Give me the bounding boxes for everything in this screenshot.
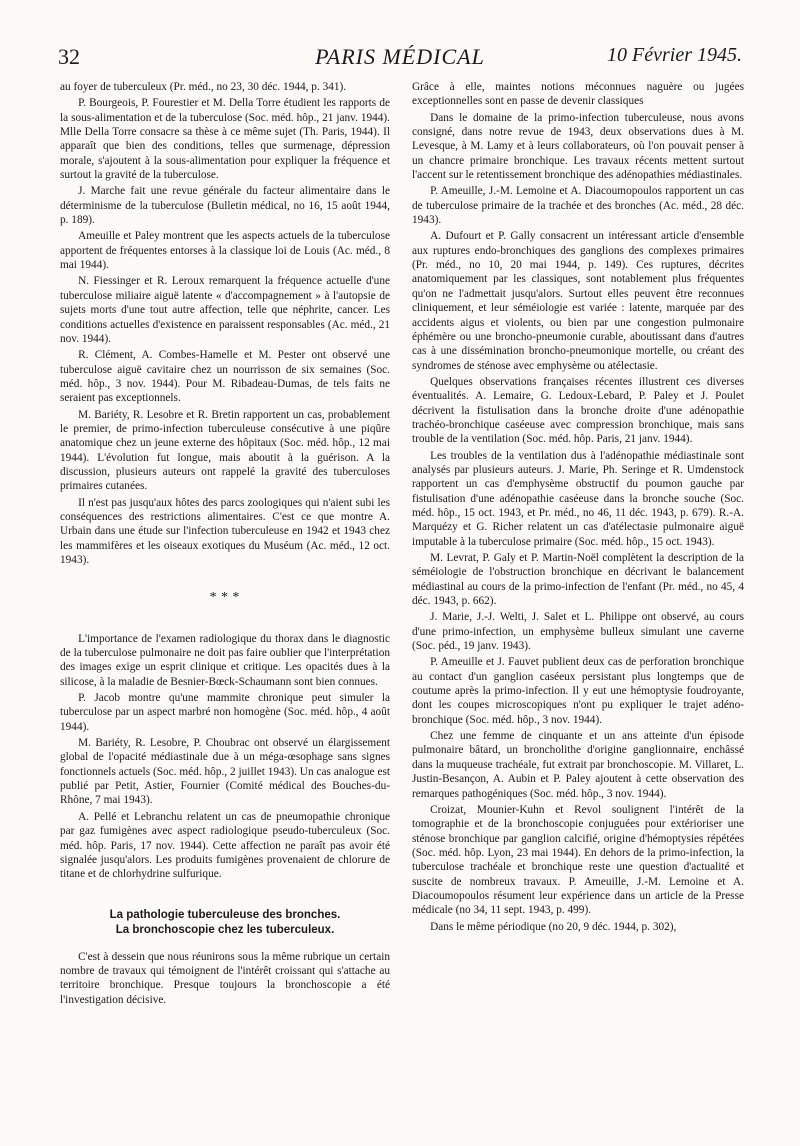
section-heading — [60, 908, 390, 938]
paragraph: au foyer de tuberculeux (Pr. méd., no 23, 30 déc. 1944, p. 341). — [60, 81, 347, 93]
section-heading-line-2: La bronchoscopie chez les tuberculeux. — [115, 923, 335, 936]
paragraph: J. Marche fait une revue générale du facteur alimentaire dans le déterminisme de la tuberculose (Bulletin médical, no 16, 15 août 1944, p. 189). — [60, 185, 390, 227]
paragraph: A. Pellé et Lebranchu relatent un cas de pneumopathie chronique par gaz fumigènes avec aspect radiologique pseudo-tuberculeux (Soc. méd. hôp. Paris, 17 nov. 1944). Cette affection ne paraît pas avoir été signalée jusqu'alors. Les produits fumigènes provenaient de chlorure de titane et de chlorhydrine sulfurique. — [60, 810, 390, 881]
paragraph: A. Dufourt et P. Gally consacrent un intéressant article d'ensemble aux ruptures endo-bronchiques des ganglions des complexes primaires (Pr. méd., no 10, 20 mai 1944, p. 149). Ces ruptures, décrites anatomiquement par les classiques, sont notablement plus fréquentes qu'on ne l'admettait jusqu'alors. Surtout elles peuvent être reconnues cliniquement, et leur séméiologie est variée : latente, marquée par des accidents aigus et violents, ou bien par une congestion pulmonaire éphémère ou une broncho-pneumonie curable, aboutissant dans d'autres cas à une dissémination broncho-pneumonique mortelle, ou créant des syndromes de sténose avec emphysème ou atélectasie. — [412, 230, 744, 372]
paragraph: Grâce à elle, maintes notions méconnues naguère ou jugées exceptionnelles sont en passe de devenir classiques — [412, 81, 744, 108]
paragraph: M. Bariéty, R. Lesobre et R. Bretin rapportent un cas, probablement le premier, de primo-infection tuberculeuse consécutive à une piqûre anatomique chez un jeune externe des hôpitaux (Soc. méd. hôp., 12 mai 1944). L'évolution fut longue, mais aboutit à la guérison. A la discussion, plusieurs auteurs ont rappelé la gravité des tuberculoses primaires cutanées. — [60, 408, 390, 493]
section-heading-line-1: La pathologie tuberculeuse des bronches. — [109, 908, 341, 921]
paragraph: P. Jacob montre qu'une mammite chronique peut simuler la tuberculose par un aspect marbré non homogène (Soc. méd. hôp., 4 août 1944). — [60, 692, 390, 733]
paragraph: Croizat, Mounier-Kuhn et Revol soulignent l'intérêt de la tomographie et de la bronchoscopie conjuguées pour extérioriser une sténose bronchique par ganglion calcifié, origine d'hémoptysies répétées (Soc. méd. hôp. Lyon, 23 mai 1944). En dehors de la primo-infection, la tuberculose trachéale et bronchique reste une question d'actualité et suscite de nombreux travaux. P. Ameuille, J.-M. Lemoine et A. Diacoumopoulos résument leur expérience dans un article de la Presse médicale (no 34, 11 sept. 1943, p. 499). — [412, 803, 744, 917]
page-number: 32 — [58, 44, 80, 69]
paragraph: M. Bariéty, R. Lesobre, P. Choubrac ont observé un élargissement global de l'opacité médiastinale due à un méga-œsophage sans signes fonctionnels actuels (Soc. méd. hôp., 2 juillet 1943). Un cas analogue est publié par Petit, Astier, Fournier (Comité médical des Bouches-du-Rhône, 7 mai 1943). — [60, 737, 390, 807]
paragraph: P. Ameuille, J.-M. Lemoine et A. Diacoumopoulos rapportent un cas de tuberculose primaire de la trachée et des bronches (Ac. méd., 28 déc. 1943). — [412, 185, 744, 227]
paragraph: Quelques observations françaises récentes illustrent ces diverses éventualités. A. Lemaire, G. Ledoux-Lebard, P. Paley et J. Poulet décrivent la fistulisation dans la bronche droite d'une adénopathie trachéo-bronchique caséeuse avec compression bronchique, mais sans trouble de la ventilation (Soc. méd. hôp. Paris, 21 janv. 1944). — [412, 375, 744, 446]
journal-title: PARIS MÉDICAL — [315, 44, 485, 69]
section-separator: * * * — [209, 590, 241, 606]
paragraph: P. Ameuille et J. Fauvet publient deux cas de perforation bronchique au contact d'un ganglion caséeux persistant plus longtemps que de coutume après la primo-infection. Il y eut une hémoptysie foudroyante, dont les coupes microscopiques n'ont pu expliquer le trajet adéno-bronchique (Soc. méd. hôp., 3 nov. 1944). — [412, 656, 744, 726]
paragraph: Les troubles de la ventilation dus à l'adénopathie médiastinale sont analysés par plusieurs auteurs. J. Marie, Ph. Seringe et R. Umdenstock rapportent un cas d'emphysème obstructif du poumon gauche par fistulisation d'une adénopathie caséeuse dans la bronche souche (Soc. méd. hôp., 15 oct. 1943, et Pr. méd., no 46, 11 déc. 1943, p. 679). R.-A. Marquézy et G. Richer relatent un cas d'atélectasie pulmonaire aiguë imputable à la tuberculose primaire (Soc. méd. hôp., 15 oct. 1943). — [412, 449, 744, 548]
paragraph: Il n'est pas jusqu'aux hôtes des parcs zoologiques qui n'aient subi les conséquences des restrictions alimentaires. C'est ce que montre A. Urbain dans une étude sur l'infection tuberculeuse en 1942 et 1943 chez les mammifères et les oiseaux exotiques du Muséum (Ac. méd., 12 oct. 1943). — [60, 496, 390, 566]
paragraph: P. Bourgeois, P. Fourestier et M. Della Torre étudient les rapports de la sous-alimentation et de la tuberculose (Soc. méd. hôp., 21 janv. 1944). Mlle Della Torre consacre sa thèse à ce même sujet (Th. Paris, 1944). Il apparaît que bien des conditions, telles que surmenage, dépression morale, s'ajoutent à la sous-alimentation pour expliquer la fréquence et surtout la gravité de la tuberculose. — [60, 97, 390, 182]
paragraph: Dans le même périodique (no 20, 9 déc. 1944, p. 302), — [430, 920, 677, 933]
paragraph: C'est à dessein que nous réunirons sous la même rubrique un certain nombre de travaux qui témoignent de l'intérêt croissant qui s'attache au territoire bronchique. Presque toujours la bronchoscopie a été l'investigation décisive. — [60, 950, 390, 1006]
right-column — [412, 80, 744, 936]
paragraph: R. Clément, A. Combes-Hamelle et M. Pester ont observé une tuberculose aiguë cavitaire chez un nourrisson de six semaines (Soc. méd. hôp., 3 nov. 1944). Pour M. Ribadeau-Dumas, de tels faits ne seraient pas exceptionnels. — [60, 349, 390, 405]
paragraph: L'importance de l'examen radiologique du thorax dans le diagnostic de la tuberculose pulmonaire ne doit pas faire oublier que l'interprétation des images exige un esprit clinique et critique. Les opacités dues à la silicose, à la maladie de Besnier-Bœck-Schaumann sont bien connues. — [60, 632, 390, 688]
paragraph: Ameuille et Paley montrent que les aspects actuels de la tuberculose apportent de fréquentes entorses à la classique loi de Louis (Ac. méd., 8 mai 1944). — [60, 230, 390, 272]
paragraph: Dans le domaine de la primo-infection tuberculeuse, nous avons consigné, dans notre revue de 1943, deux observations dues à M. Levesque, à M. Lamy et à leurs collaborateurs, où l'on pouvait penser à un chancre primaire bronchique. Les travaux récents mettent surtout l'accent sur le retentissement bronchique des adénopathies médiastinales. — [412, 111, 744, 182]
paragraph: Chez une femme de cinquante et un ans atteinte d'un épisode pulmonaire bâtard, un broncholithe d'origine ganglionnaire, enchâssé dans la muqueuse trachéale, fut extrait par bronchoscopie. M. Villaret, L. Justin-Besançon, A. Aubin et P. Paley ajoutent à cette observation des remarques pathogéniques (Soc. méd. hôp., 3 nov. 1944). — [412, 730, 744, 800]
paragraph: J. Marie, J.-J. Welti, J. Salet et L. Philippe ont observé, au cours d'une primo-infection, un emphysème bulleux simulant une caverne (Soc. péd., 19 janv. 1943). — [412, 611, 744, 653]
issue-date: 10 Février 1945. — [607, 44, 742, 66]
left-column — [60, 80, 390, 1009]
paragraph: N. Fiessinger et R. Leroux remarquent la fréquence actuelle d'une tuberculose miliaire aiguë latente « d'accompagnement » à l'autopsie de sujets morts d'une tout autre affection, telle que néphrite, cancer. Les conditions actuelles d'existence en paraissent responsables (Ac. méd., 21 nov. 1944). — [60, 275, 390, 345]
running-header — [58, 44, 742, 78]
paragraph: M. Levrat, P. Galy et P. Martin-Noël complètent la description de la séméiologie de l'obstruction bronchique en décrivant le balancement médiastinal au cours de la primo-infection de l'enfant (Pr. méd., no 45, 4 déc. 1943, p. 662). — [412, 552, 744, 608]
